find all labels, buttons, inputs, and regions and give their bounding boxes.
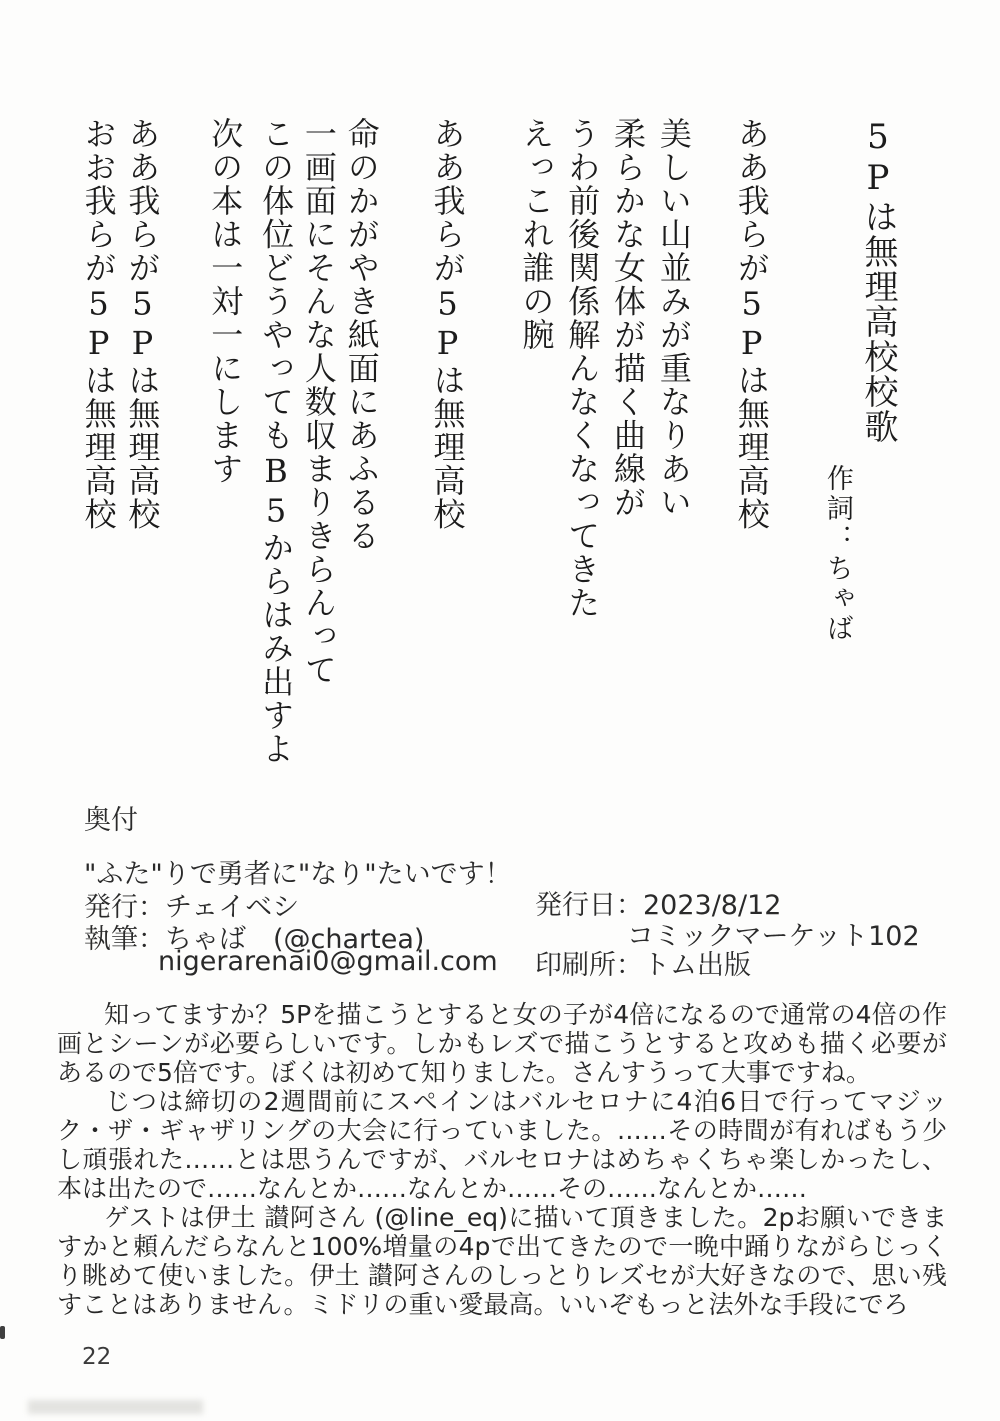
scan-artifact-smudge <box>28 1400 203 1414</box>
lyric-line-3: 柔らかな女体が描く曲線が <box>609 117 648 519</box>
lyric-line-6: ああ我らが5Pは無理高校 <box>428 117 467 531</box>
lyric-line-9: この体位どうやってもB5からはみ出すよ <box>257 117 296 766</box>
colophon-heading: 奥付 <box>84 805 138 836</box>
lyric-line-4: うわ前後関係解んなくなってきた <box>563 117 602 620</box>
lyric-line-10: 次の本は一対一にします <box>206 117 245 486</box>
afterword-paragraph-2: じつは締切の2週間前にスペインはバルセロナに4泊6日で行ってマジック・ザ・ギャザリングの大会に行っていました。……その時間が有ればもう少し頑張れた……とは思うんですが、バルセロナはめちゃくちゃ楽しかったし、本は出たので……なんとか……なんとか……その……なんとか…… <box>57 1087 947 1203</box>
page-number: 22 <box>82 1344 112 1370</box>
lyric-line-1: ああ我らが5Pは無理高校 <box>732 117 771 531</box>
lyric-line-11: ああ我らが5Pは無理高校 <box>123 117 162 531</box>
book-title: "ふた"りで勇者に"なり"たいです！ <box>84 859 512 890</box>
author-line: 執筆：ちゃば (@chartea) <box>84 924 425 955</box>
lyric-line-7: 命のかがやき紙面にあふるる <box>342 117 381 553</box>
event-name: コミックマーケット102 <box>627 921 920 952</box>
scan-artifact-speck <box>0 1326 5 1339</box>
lyric-line-2: 美しい山並みが重なりあい <box>654 117 693 519</box>
email-address: nigerarenai0@gmail.com <box>158 946 498 977</box>
afterword-paragraph-3: ゲストは伊土 讃阿さん (@line_eq)に描いて頂きました。2pお願いできますかと頼んだらなんと100%増量の4pで出てきたので一晩中踊りながらじっくり眺めて使いました。伊土 讃阿さんのしっとりレズセが大好きなので、思い残すことはありません。ミドリの重い愛最高。いいぞもっと法外な手段にでろ <box>57 1203 947 1319</box>
afterword-paragraph-1: 知ってますか？5Pを描こうとすると女の子が4倍になるので通常の4倍の作画とシーンが必要らしいです。しかもレズで描こうとすると攻めも描く必要があるので5倍です。ぼくは初めて知りました。さんすうって大事ですね。 <box>57 1000 947 1087</box>
lyric-line-5: えっこれ誰の腕 <box>517 117 556 352</box>
school-song-lyrics <box>80 117 897 766</box>
publication-date: 発行日：2023/8/12 <box>535 890 782 921</box>
lyric-line-8: 一画面にそんな人数収まりきらんって <box>299 117 338 687</box>
lyric-line-12: おお我らが5Pは無理高校 <box>79 117 118 531</box>
publisher-line: 発行：チェイベシ <box>84 892 300 923</box>
printer-line: 印刷所：トム出版 <box>535 950 751 981</box>
song-title: 5Pは無理高校校歌 <box>858 117 898 444</box>
song-credit: 作詞：ちゃば <box>821 464 853 644</box>
afterword <box>57 1000 947 1319</box>
